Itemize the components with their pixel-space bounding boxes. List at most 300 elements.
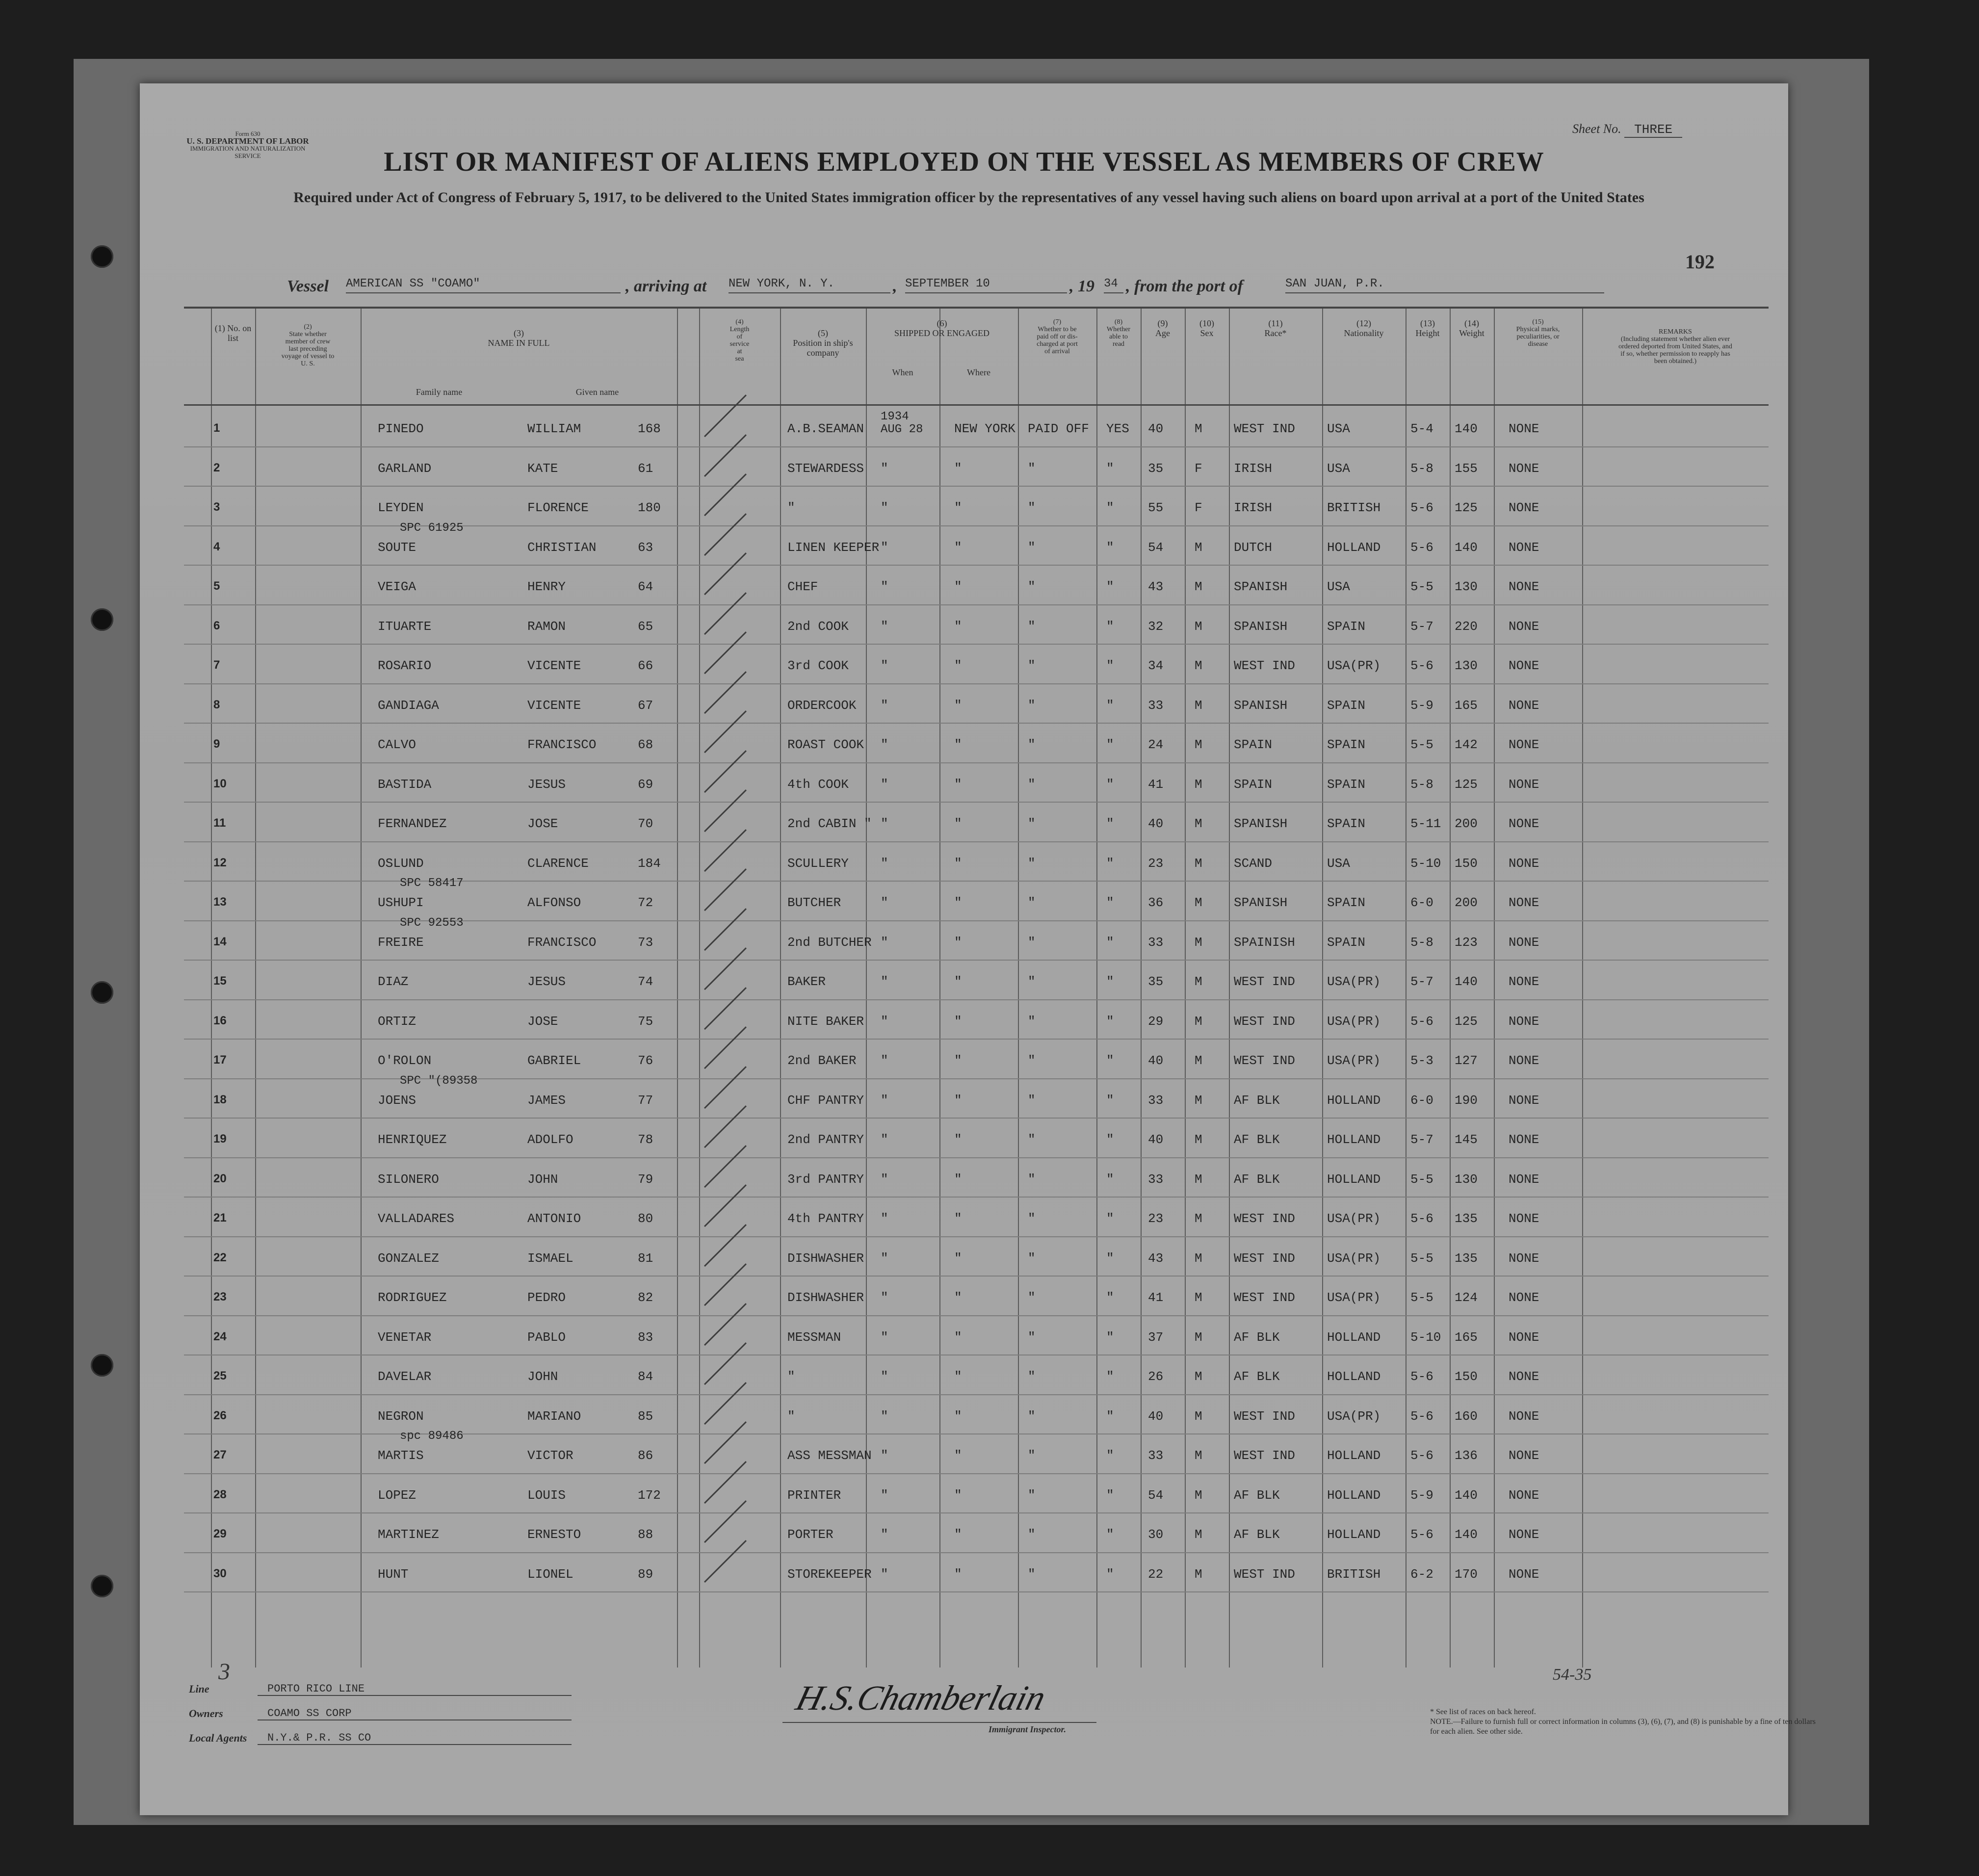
cell-position: PRINTER	[787, 1487, 841, 1503]
cell-physical-marks: NONE	[1509, 579, 1539, 594]
cell-shipped-where: "	[954, 1014, 962, 1029]
cell-weight: 150	[1455, 856, 1478, 871]
cell-physical-marks: NONE	[1509, 500, 1539, 515]
cell-family-name: PINEDO	[378, 421, 424, 436]
cell-physical-marks: NONE	[1509, 1053, 1539, 1068]
cell-race: AF BLK	[1234, 1369, 1280, 1384]
cell-paid-off: "	[1028, 619, 1036, 634]
cell-physical-marks: NONE	[1509, 1408, 1539, 1424]
check-mark-icon	[704, 434, 747, 477]
cell-weight: 170	[1455, 1566, 1478, 1582]
cell-sex: M	[1195, 777, 1202, 792]
cell-nationality: USA	[1327, 856, 1350, 871]
cell-able-read: "	[1106, 816, 1114, 831]
cell-row-number: 4	[213, 540, 220, 553]
cell-age: 54	[1148, 540, 1164, 555]
punch-hole	[91, 1575, 113, 1597]
cell-nationality: SPAIN	[1327, 816, 1366, 831]
check-mark-icon	[704, 1500, 747, 1543]
cell-family-name: SILONERO	[378, 1172, 439, 1187]
cell-paid-off: "	[1028, 461, 1036, 476]
check-mark-icon	[704, 750, 747, 793]
cell-family-name: FREIRE	[378, 935, 424, 950]
cell-list-number: 82	[638, 1290, 653, 1305]
cell-race: SPANISH	[1234, 698, 1288, 713]
cell-sex: M	[1195, 1172, 1202, 1187]
cell-list-number: 85	[638, 1408, 653, 1424]
cell-height: 5-4	[1410, 421, 1433, 436]
cell-age: 41	[1148, 1290, 1164, 1305]
cell-list-number: 83	[638, 1329, 653, 1345]
header-given-name: Given name	[575, 387, 619, 397]
header-weight: (14) Weight	[1459, 318, 1484, 338]
cell-given-name: ANTONIO	[527, 1211, 581, 1226]
punch-hole	[91, 245, 113, 268]
cell-shipped-where: "	[954, 777, 962, 792]
cell-able-read: "	[1106, 856, 1114, 871]
row-divider	[184, 1552, 1769, 1553]
cell-nationality: HOLLAND	[1327, 1132, 1381, 1147]
cell-height: 6-2	[1410, 1566, 1433, 1582]
cell-age: 22	[1148, 1566, 1164, 1582]
check-mark-icon	[704, 1184, 747, 1227]
cell-list-number: 73	[638, 935, 653, 950]
cell-nationality: USA	[1327, 579, 1350, 594]
year-value: 34	[1104, 277, 1123, 293]
cell-paid-off: "	[1028, 500, 1036, 515]
row-divider	[184, 604, 1769, 605]
cell-weight: 130	[1455, 658, 1478, 673]
cell-age: 35	[1148, 461, 1164, 476]
row-divider	[184, 802, 1769, 803]
corner-mark: 3	[218, 1659, 230, 1685]
row-divider	[184, 960, 1769, 961]
cell-height: 5-6	[1410, 658, 1433, 673]
cell-race: WEST IND	[1234, 658, 1295, 673]
cell-row-number: 21	[213, 1211, 227, 1225]
cell-able-read: "	[1106, 1566, 1114, 1582]
cell-height: 5-8	[1410, 935, 1433, 950]
cell-nationality: BRITISH	[1327, 500, 1381, 515]
cell-shipped-when: "	[881, 1093, 888, 1108]
check-mark-icon	[704, 1382, 747, 1425]
cell-position: STEWARDESS	[787, 461, 864, 476]
cell-age: 35	[1148, 974, 1164, 989]
cell-sex: M	[1195, 1014, 1202, 1029]
cell-list-number: 79	[638, 1172, 653, 1187]
cell-shipped-when: "	[881, 1014, 888, 1029]
cell-race: SPAIN	[1234, 737, 1273, 752]
cell-weight: 165	[1455, 698, 1478, 713]
cell-able-read: "	[1106, 540, 1114, 555]
cell-shipped-when: "	[881, 1329, 888, 1345]
cell-sex: M	[1195, 698, 1202, 713]
cell-family-name: ORTIZ	[378, 1014, 417, 1029]
row-divider	[184, 1197, 1769, 1198]
cell-physical-marks: NONE	[1509, 698, 1539, 713]
cell-paid-off: "	[1028, 1251, 1036, 1266]
cell-given-name: JOSE	[527, 1014, 558, 1029]
cell-able-read: "	[1106, 1132, 1114, 1147]
cell-race: WEST IND	[1234, 1053, 1295, 1068]
check-mark-icon	[704, 552, 747, 595]
cell-nationality: USA(PR)	[1327, 1014, 1381, 1029]
row-divider	[184, 762, 1769, 763]
cell-row-number: 25	[213, 1369, 227, 1382]
cell-race: WEST IND	[1234, 1448, 1295, 1463]
cell-shipped-when: "	[881, 1448, 888, 1463]
cell-race: SPANISH	[1234, 816, 1288, 831]
cell-paid-off: "	[1028, 1172, 1036, 1187]
cell-physical-marks: NONE	[1509, 737, 1539, 752]
header-physical-marks: (15) Physical marks, peculiarities, or disease	[1516, 318, 1560, 348]
cell-able-read: "	[1106, 1527, 1114, 1542]
cell-weight: 125	[1455, 1014, 1478, 1029]
cell-row-number: 15	[213, 974, 227, 988]
cell-row-number: 19	[213, 1132, 227, 1146]
agents-label: Local Agents	[189, 1732, 247, 1744]
footer-line	[189, 1683, 581, 1702]
cell-shipped-where: "	[954, 1290, 962, 1305]
cell-family-name: SOUTE	[378, 540, 417, 555]
inspector-label: Immigrant Inspector.	[989, 1724, 1067, 1734]
cell-height: 5-8	[1410, 461, 1433, 476]
vessel-value: AMERICAN SS "COAMO"	[346, 277, 621, 293]
row-divider	[184, 723, 1769, 724]
cell-physical-marks: NONE	[1509, 1329, 1539, 1345]
cell-given-name: PEDRO	[527, 1290, 566, 1305]
cell-list-number: 72	[638, 895, 653, 910]
cell-family-name: RODRIGUEZ	[378, 1290, 447, 1305]
cell-height: 5-6	[1410, 1014, 1433, 1029]
check-mark-icon	[704, 868, 747, 911]
cell-list-number: 180	[638, 500, 661, 515]
cell-weight: 145	[1455, 1132, 1478, 1147]
cell-list-number: 184	[638, 856, 661, 871]
cell-given-name: ISMAEL	[527, 1251, 573, 1266]
cell-paid-off: PAID OFF	[1028, 421, 1089, 436]
cell-able-read: "	[1106, 500, 1114, 515]
cell-given-name: ERNESTO	[527, 1527, 581, 1542]
cell-list-number: 89	[638, 1566, 653, 1582]
check-mark-icon	[704, 987, 747, 1030]
cell-weight: 135	[1455, 1251, 1478, 1266]
cell-list-number: 74	[638, 974, 653, 989]
cell-list-number: 75	[638, 1014, 653, 1029]
cell-family-name: MARTINEZ	[378, 1527, 439, 1542]
cell-family-name: OSLUND	[378, 856, 424, 871]
cell-list-number: 80	[638, 1211, 653, 1226]
cell-row-number: 14	[213, 935, 227, 948]
check-mark-icon	[704, 947, 747, 990]
cell-age: 23	[1148, 1211, 1164, 1226]
cell-position: PORTER	[787, 1527, 833, 1542]
cell-age: 30	[1148, 1527, 1164, 1542]
cell-list-number: 61	[638, 461, 653, 476]
cell-position: ASS MESSMAN	[787, 1448, 872, 1463]
cell-weight: 127	[1455, 1053, 1478, 1068]
cell-physical-marks: NONE	[1509, 1369, 1539, 1384]
cell-position: 2nd BUTCHER	[787, 935, 872, 950]
cell-given-name: FRANCISCO	[527, 737, 597, 752]
cell-height: 5-6	[1410, 540, 1433, 555]
cell-row-number: 26	[213, 1408, 227, 1422]
cell-weight: 150	[1455, 1369, 1478, 1384]
cell-height: 5-5	[1410, 737, 1433, 752]
cell-spc-note: SPC 58417	[400, 877, 464, 890]
page-number: 192	[1685, 251, 1715, 273]
check-mark-icon	[704, 513, 747, 556]
cell-given-name: GABRIEL	[527, 1053, 581, 1068]
header-shipped-when: When	[892, 367, 913, 377]
header-position: (5) Position in ship's company	[793, 328, 853, 358]
cell-weight: 125	[1455, 777, 1478, 792]
cell-given-name: LIONEL	[527, 1566, 573, 1582]
cell-physical-marks: NONE	[1509, 1527, 1539, 1542]
cell-family-name: GONZALEZ	[378, 1251, 439, 1266]
cell-able-read: YES	[1106, 421, 1129, 436]
cell-height: 5-5	[1410, 1251, 1433, 1266]
cell-list-number: 76	[638, 1053, 653, 1068]
cell-age: 33	[1148, 1172, 1164, 1187]
cell-age: 40	[1148, 1053, 1164, 1068]
cell-physical-marks: NONE	[1509, 461, 1539, 476]
check-mark-icon	[704, 631, 747, 674]
cell-position: 2nd BAKER	[787, 1053, 857, 1068]
agents-value: N.Y.& P.R. SS CO	[258, 1732, 572, 1745]
cell-shipped-when: "	[881, 540, 888, 555]
from-port-value: SAN JUAN, P.R.	[1285, 277, 1604, 293]
cell-race: WEST IND	[1234, 1251, 1295, 1266]
cell-family-name: BASTIDA	[378, 777, 432, 792]
cell-position: NITE BAKER	[787, 1014, 864, 1029]
cell-position: 2nd COOK	[787, 619, 849, 634]
cell-shipped-where: "	[954, 1448, 962, 1463]
cell-row-number: 23	[213, 1290, 227, 1303]
cell-able-read: "	[1106, 737, 1114, 752]
cell-race: IRISH	[1234, 500, 1273, 515]
check-mark-icon	[704, 1145, 747, 1188]
cell-sex: M	[1195, 1527, 1202, 1542]
cell-weight: 140	[1455, 421, 1478, 436]
header-length-service: (4) Length of service at sea	[729, 318, 750, 363]
cell-weight: 125	[1455, 500, 1478, 515]
header-family-name: Family name	[416, 387, 463, 397]
row-divider	[184, 1236, 1769, 1237]
cell-list-number: 67	[638, 698, 653, 713]
cell-nationality: HOLLAND	[1327, 1487, 1381, 1503]
cell-list-number: 81	[638, 1251, 653, 1266]
cell-row-number: 1	[213, 421, 220, 435]
cell-given-name: JOSE	[527, 816, 558, 831]
cell-sex: M	[1195, 1329, 1202, 1345]
cell-sex: M	[1195, 895, 1202, 910]
cell-shipped-where: "	[954, 974, 962, 989]
cell-weight: 124	[1455, 1290, 1478, 1305]
cell-shipped-where: "	[954, 816, 962, 831]
cell-height: 5-7	[1410, 619, 1433, 634]
cell-physical-marks: NONE	[1509, 658, 1539, 673]
cell-able-read: "	[1106, 1408, 1114, 1424]
cell-row-number: 12	[213, 856, 227, 869]
owners-value: COAMO SS CORP	[258, 1707, 572, 1720]
punch-hole	[91, 608, 113, 631]
cell-sex: M	[1195, 974, 1202, 989]
cell-position: "	[787, 1408, 795, 1424]
cell-height: 5-7	[1410, 1132, 1433, 1147]
from-port-label: , from the port of	[1126, 277, 1243, 295]
cell-race: WEST IND	[1234, 1408, 1295, 1424]
cell-row-number: 22	[213, 1251, 227, 1264]
cell-physical-marks: NONE	[1509, 1172, 1539, 1187]
check-mark-icon	[704, 1224, 747, 1267]
cell-race: SPAINISH	[1234, 935, 1295, 950]
cell-weight: 130	[1455, 579, 1478, 594]
cell-weight: 140	[1455, 1527, 1478, 1542]
cell-shipped-when: 1934 AUG 28	[881, 410, 923, 436]
cell-position: 3rd PANTRY	[787, 1172, 864, 1187]
owners-label: Owners	[189, 1707, 223, 1720]
cell-list-number: 168	[638, 421, 661, 436]
cell-paid-off: "	[1028, 1053, 1036, 1068]
cell-family-name: HENRIQUEZ	[378, 1132, 447, 1147]
cell-shipped-when: "	[881, 698, 888, 713]
cell-list-number: 172	[638, 1487, 661, 1503]
cell-physical-marks: NONE	[1509, 619, 1539, 634]
cell-race: SPANISH	[1234, 895, 1288, 910]
cell-nationality: HOLLAND	[1327, 1448, 1381, 1463]
cell-shipped-where: "	[954, 658, 962, 673]
cell-paid-off: "	[1028, 935, 1036, 950]
cell-shipped-when: "	[881, 816, 888, 831]
cell-given-name: JAMES	[527, 1093, 566, 1108]
check-mark-icon	[704, 671, 747, 714]
cell-row-number: 2	[213, 461, 220, 474]
check-mark-icon	[704, 829, 747, 872]
cell-height: 5-5	[1410, 1172, 1433, 1187]
cell-weight: 136	[1455, 1448, 1478, 1463]
cell-position: MESSMAN	[787, 1329, 841, 1345]
cell-paid-off: "	[1028, 1132, 1036, 1147]
cell-age: 32	[1148, 619, 1164, 634]
cell-height: 5-6	[1410, 1211, 1433, 1226]
cell-able-read: "	[1106, 895, 1114, 910]
cell-sex: M	[1195, 1290, 1202, 1305]
cell-sex: M	[1195, 421, 1202, 436]
cell-height: 5-10	[1410, 1329, 1441, 1345]
cell-paid-off: "	[1028, 895, 1036, 910]
cell-height: 5-5	[1410, 579, 1433, 594]
row-divider	[184, 1591, 1769, 1592]
cell-position: BUTCHER	[787, 895, 841, 910]
cell-able-read: "	[1106, 1093, 1114, 1108]
cell-height: 5-6	[1410, 1448, 1433, 1463]
cell-sex: M	[1195, 579, 1202, 594]
cell-spc-note: SPC 61925	[400, 521, 464, 535]
cell-age: 24	[1148, 737, 1164, 752]
cell-able-read: "	[1106, 1329, 1114, 1345]
cell-race: SCAND	[1234, 856, 1273, 871]
cell-position: ORDERCOOK	[787, 698, 857, 713]
cell-shipped-where: "	[954, 1527, 962, 1542]
cell-nationality: SPAIN	[1327, 935, 1366, 950]
row-divider	[184, 999, 1769, 1000]
cell-able-read: "	[1106, 1053, 1114, 1068]
cell-position: ROAST COOK	[787, 737, 864, 752]
arriving-label: , arriving at	[625, 277, 707, 295]
cell-shipped-where: "	[954, 579, 962, 594]
cell-position: 4th PANTRY	[787, 1211, 864, 1226]
cell-shipped-where: "	[954, 1408, 962, 1424]
cell-weight: 130	[1455, 1172, 1478, 1187]
cell-shipped-where: "	[954, 1566, 962, 1582]
row-divider	[184, 841, 1769, 842]
cell-able-read: "	[1106, 1251, 1114, 1266]
cell-height: 5-11	[1410, 816, 1441, 831]
cell-position: A.B.SEAMAN	[787, 421, 864, 436]
cell-age: 43	[1148, 1251, 1164, 1266]
cell-row-number: 16	[213, 1014, 227, 1027]
cell-paid-off: "	[1028, 1369, 1036, 1384]
cell-family-name: LEYDEN	[378, 500, 424, 515]
cell-age: 36	[1148, 895, 1164, 910]
cell-shipped-when: "	[881, 658, 888, 673]
cell-age: 54	[1148, 1487, 1164, 1503]
check-mark-icon	[704, 1303, 747, 1346]
cell-physical-marks: NONE	[1509, 816, 1539, 831]
cell-able-read: "	[1106, 658, 1114, 673]
cell-physical-marks: NONE	[1509, 1251, 1539, 1266]
row-divider	[184, 1315, 1769, 1316]
cell-family-name: NEGRON	[378, 1408, 424, 1424]
cell-age: 33	[1148, 1448, 1164, 1463]
row-divider	[184, 1394, 1769, 1395]
cell-shipped-where: "	[954, 1369, 962, 1384]
cell-shipped-when: "	[881, 1369, 888, 1384]
cell-physical-marks: NONE	[1509, 1211, 1539, 1226]
cell-nationality: USA(PR)	[1327, 658, 1381, 673]
punch-hole	[91, 981, 113, 1004]
cell-given-name: JESUS	[527, 974, 566, 989]
cell-paid-off: "	[1028, 1408, 1036, 1424]
check-mark-icon	[704, 1105, 747, 1148]
cell-row-number: 28	[213, 1487, 227, 1501]
cell-able-read: "	[1106, 935, 1114, 950]
cell-nationality: HOLLAND	[1327, 1369, 1381, 1384]
row-divider	[184, 1512, 1769, 1513]
cell-sex: F	[1195, 461, 1202, 476]
cell-paid-off: "	[1028, 1527, 1036, 1542]
cell-race: AF BLK	[1234, 1093, 1280, 1108]
header-able-read: (8) Whether able to read	[1106, 318, 1131, 348]
cell-physical-marks: NONE	[1509, 421, 1539, 436]
department-name: U. S. DEPARTMENT OF LABOR	[186, 136, 309, 146]
cell-race: WEST IND	[1234, 1290, 1295, 1305]
cell-given-name: VICENTE	[527, 658, 581, 673]
header-nationality: (12) Nationality	[1344, 318, 1384, 338]
cell-age: 26	[1148, 1369, 1164, 1384]
cell-shipped-where: "	[954, 500, 962, 515]
cell-nationality: SPAIN	[1327, 698, 1366, 713]
cell-physical-marks: NONE	[1509, 540, 1539, 555]
check-mark-icon	[704, 1461, 747, 1504]
arriving-value: NEW YORK, N. Y.	[729, 277, 890, 293]
cell-shipped-where: "	[954, 540, 962, 555]
cell-shipped-when: "	[881, 1251, 888, 1266]
cell-weight: 190	[1455, 1093, 1478, 1108]
cell-race: IRISH	[1234, 461, 1273, 476]
cell-sex: M	[1195, 1487, 1202, 1503]
